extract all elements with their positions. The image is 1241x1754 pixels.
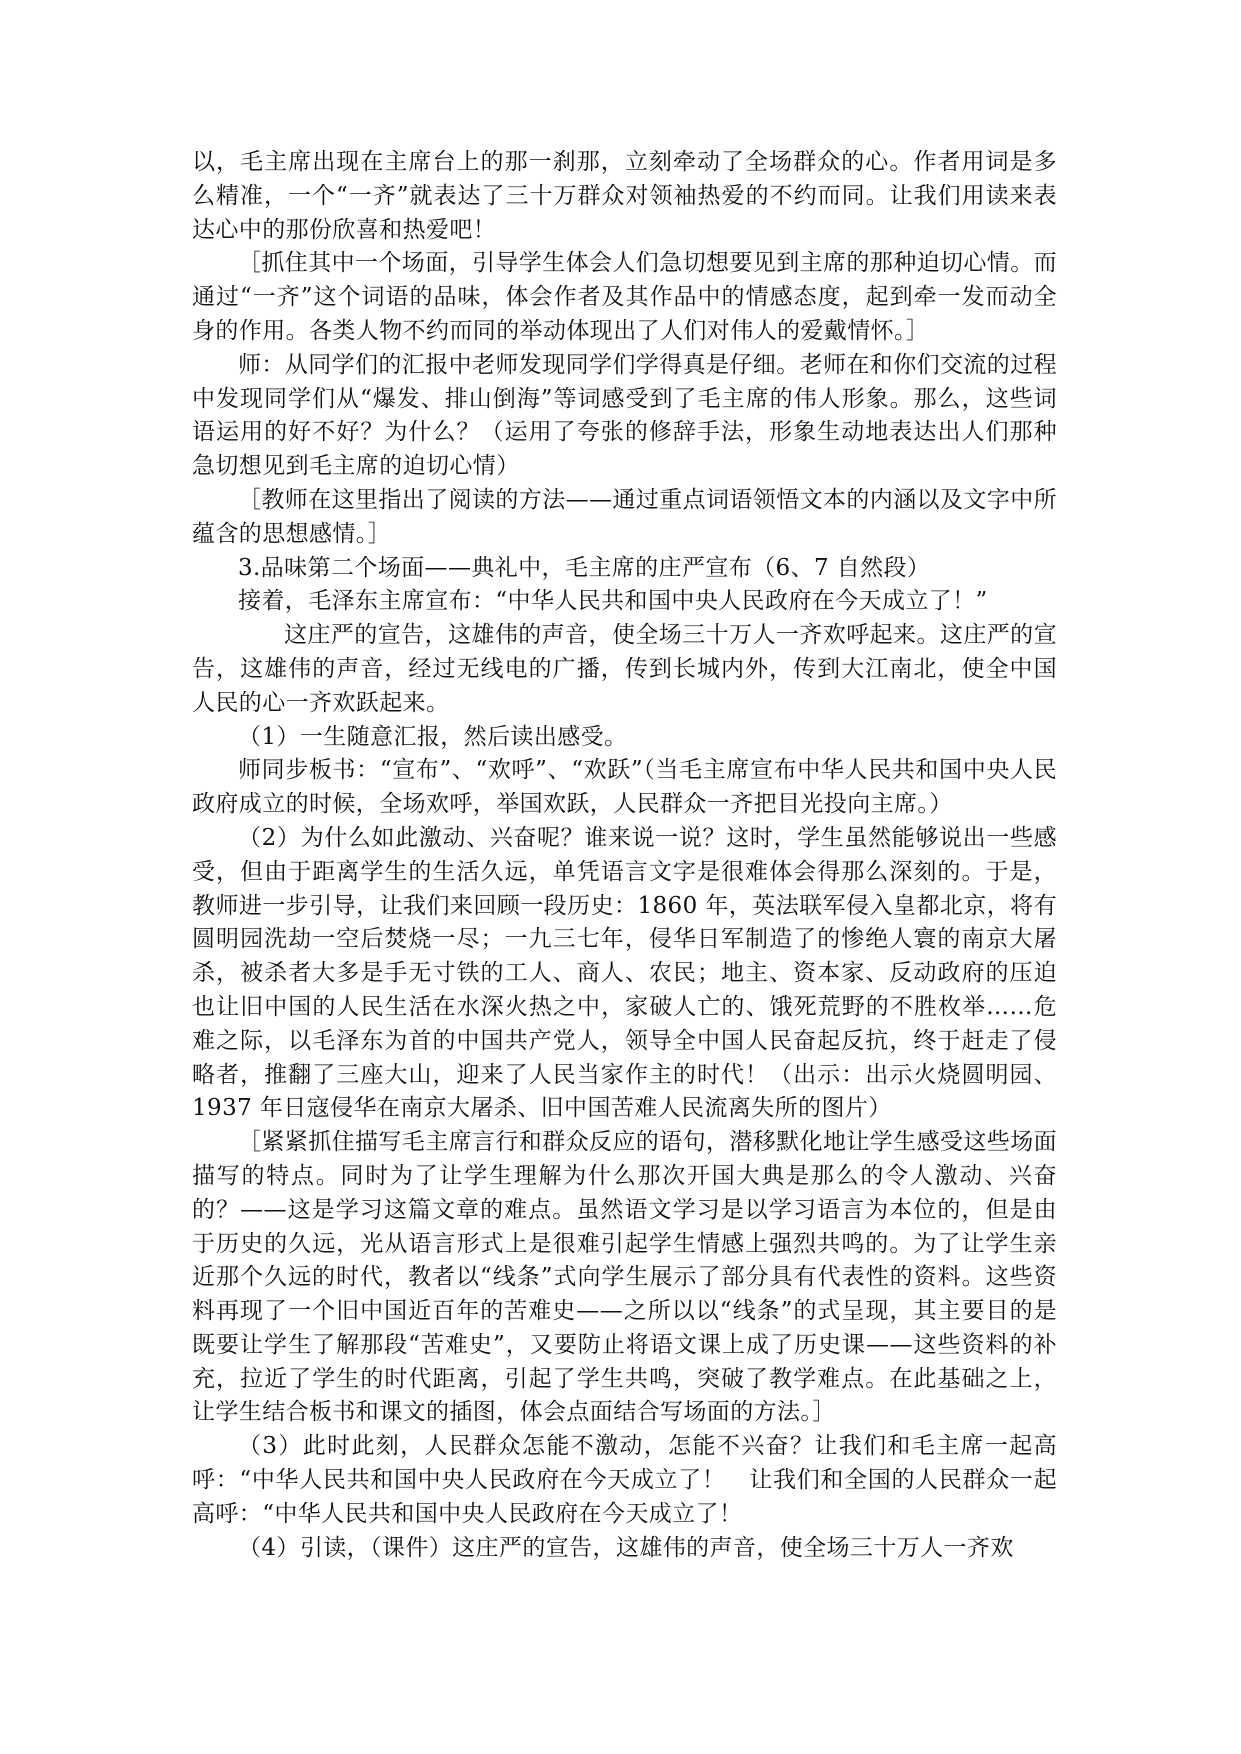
paragraph-quote-2: 这庄严的宣告，这雄伟的声音，使全场三十万人一齐欢呼起来。这庄严的宣告，这雄伟的声音，经过无线电的广播，传到长城内外，传到大江南北，使全中国人民的心一齐欢跃起来。 xyxy=(192,622,1057,716)
section-heading: 3.品味第二个场面——典礼中，毛主席的庄严宣布（6、7 自然段） xyxy=(238,554,931,581)
paragraph-commentary-2: ［教师在这里指出了阅读的方法——通过重点词语领悟文本的内涵以及文字中所蕴含的思想感情。］ xyxy=(192,486,1057,547)
paragraph-commentary-1: ［抓住其中一个场面，引导学生体会人们急切想要见到主席的那种迫切心情。而通过“一齐”这个词语的品味，体会作者及其作品中的情感态度，起到牵一发而动全身的作用。各类人物不约而同的举动体现出了人们对伟人的爱戴情怀。］ xyxy=(192,250,1057,344)
paragraph-step-4: （4）引读，（课件）这庄严的宣告，这雄伟的声音，使全场三十万人一齐欢 xyxy=(238,1534,1014,1561)
paragraph-step-2: （2）为什么如此激动、兴奋呢？谁来说一说？这时，学生虽然能够说出一些感受，但由于距离学生的生活久远，单凭语言文字是很难体会得那么深刻的。于是，教师进一步引导，让我们来回顾一段历史：1860 年，英法联军侵入皇都北京，将有圆明园洗劫一空后焚烧一尽；一九三七年，侵华日军制造了的惨绝人寰的南京大屠杀，被杀者大多是手无寸铁的工人、商人、农民；地主、资本家、反动政府的压迫也让旧中国的人民生活在水深火热之中，家破人亡的、饿死荒野的不胜枚举……危难之际，以毛泽东为首的中国共产党人，领导全中国人民奋起反抗，终于赶走了侵略者，推翻了三座大山，迎来了人民当家作主的时代！（出示：出示火烧圆明园、1937 年日寇侵华在南京大屠杀、旧中国苦难人民流离失所的图片） xyxy=(192,824,1057,1122)
paragraph-step-3: （3）此时此刻，人民群众怎能不激动，怎能不兴奋？让我们和毛主席一起高呼：“中华人民共和国中央人民政府在今天成立了！ 让我们和全国的人民群众一起高呼：“中华人民共和国中央人民政府在今天成立了！ xyxy=(192,1433,1057,1527)
paragraph-teacher-remark: 师：从同学们的汇报中老师发现同学们学得真是仔细。老师在和你们交流的过程中发现同学们从“爆发、排山倒海”等词感受到了毛主席的伟人形象。那么，这些词语运用的好不好？为什么？（运用了夸张的修辞手法，形象生动地表达出人们那种急切想见到毛主席的迫切心情） xyxy=(192,351,1057,480)
paragraph-step-1: （1）一生随意汇报，然后读出感受。 xyxy=(238,723,628,750)
paragraph-commentary-3: ［紧紧抓住描写毛主席言行和群众反应的语句，潜移默化地让学生感受这些场面描写的特点。同时为了让学生理解为什么那次开国大典是那么的令人激动、兴奋的？——这是学习这篇文章的难点。虽然语文学习是以学习语言为本位的，但是由于历史的久远，光从语言形式上是很难引起学生情感上强烈共鸣的。为了让学生亲近那个久远的时代，教者以“线条”式向学生展示了部分具有代表性的资料。这些资料再现了一个旧中国近百年的苦难史——之所以以“线条”的式呈现，其主要目的是既要让学生了解那段“苦难史”，又要防止将语文课上成了历史课——这些资料的补充，拉近了学生的时代距离，引起了学生共鸣，突破了教学难点。在此基础之上，让学生结合板书和课文的插图，体会点面结合写场面的方法。］ xyxy=(192,1129,1057,1426)
document-page xyxy=(192,146,1057,1565)
paragraph-continuation: 以，毛主席出现在主席台上的那一刹那，立刻牵动了全场群众的心。作者用词是多么精准，一个“一齐”就表达了三十万群众对领袖热爱的不约而同。让我们用读来表达心中的那份欣喜和热爱吧！ xyxy=(192,149,1057,243)
paragraph-quote-1: 接着，毛泽东主席宣布：“中华人民共和国中央人民政府在今天成立了！” xyxy=(238,588,988,615)
paragraph-board-writing: 师同步板书：“宣布”、“欢呼”、“欢跃”（当毛主席宣布中华人民共和国中央人民政府成立的时候，全场欢呼，举国欢跃，人民群众一齐把目光投向主席。） xyxy=(192,757,1057,818)
